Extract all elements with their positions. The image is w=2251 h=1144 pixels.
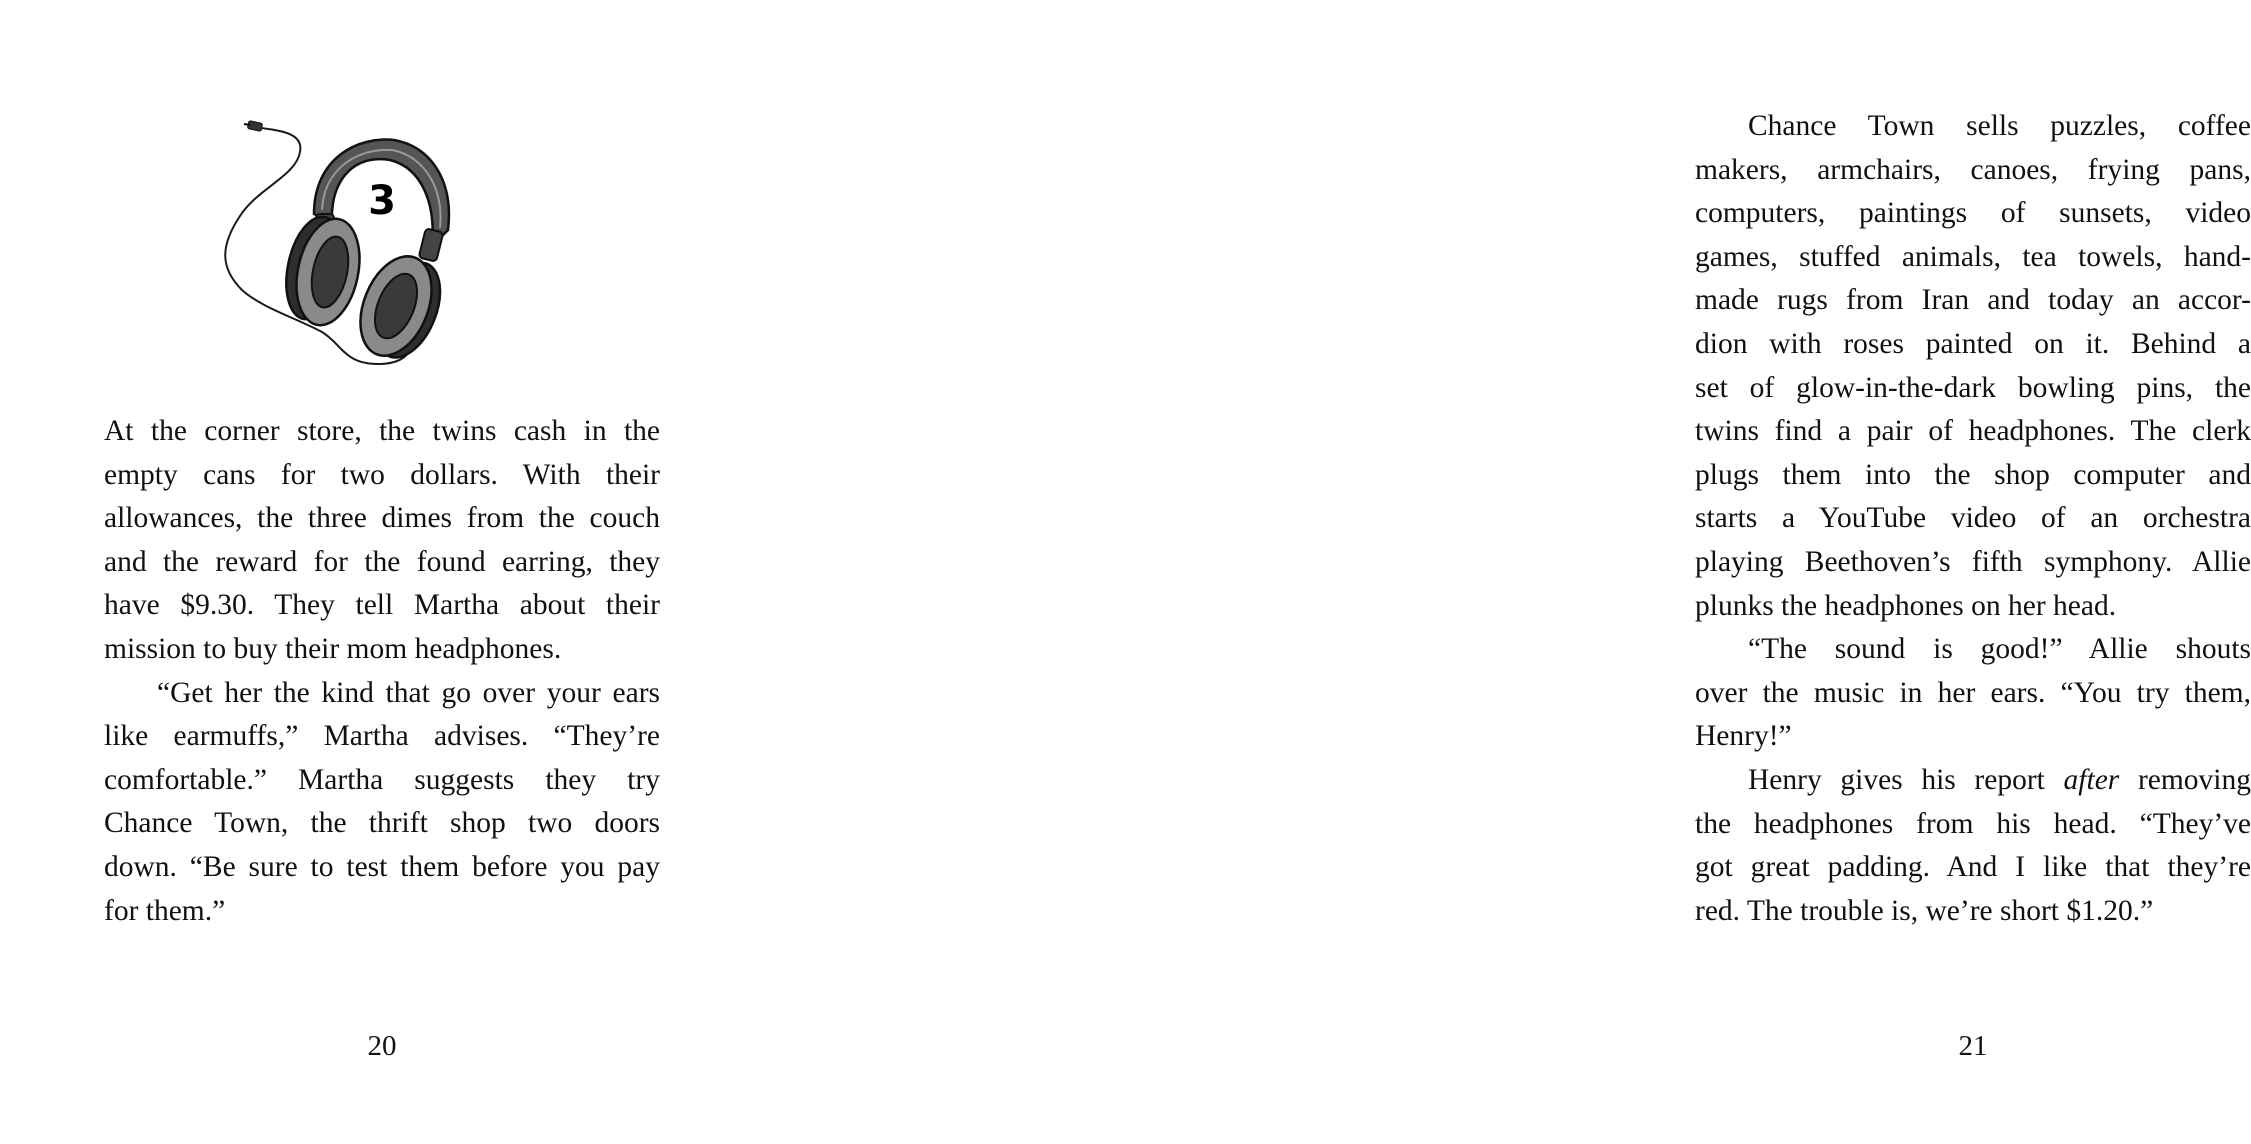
text-line: Henry!” bbox=[1695, 720, 1792, 753]
headphones-icon bbox=[218, 118, 458, 370]
text-line: plunks the headphones on her head. bbox=[1695, 589, 2117, 622]
text-line: mission to buy their mom headphones. bbox=[104, 632, 562, 665]
left-page bbox=[0, 0, 787, 1144]
text-line: At the corner store, the twins cash in the bbox=[104, 415, 660, 447]
text-line: Chance Town sells puzzles, coffee bbox=[1748, 110, 2251, 142]
text-line: set of glow-in-the-dark bowling pins, the bbox=[1695, 371, 2251, 404]
text-line: got great padding. And I like that they’re bbox=[1695, 851, 2251, 884]
text-line: have $9.30. They tell Martha about their bbox=[104, 589, 660, 622]
text-line: twins find a pair of headphones. The clerk bbox=[1695, 415, 2251, 448]
italic-word: after bbox=[2063, 763, 2120, 796]
text-line: games, stuffed animals, tea towels, hand- bbox=[1695, 240, 2251, 273]
text-line: empty cans for two dollars. With their bbox=[104, 458, 660, 491]
text-line: and the reward for the found earring, they bbox=[104, 545, 660, 578]
text-line: red. The trouble is, we’re short $1.20.” bbox=[1695, 894, 2154, 927]
text-line: like earmuffs,” Martha advises. “They’re bbox=[104, 720, 660, 753]
text-line: starts a YouTube video of an orchestra bbox=[1695, 502, 2251, 535]
text-line: made rugs from Iran and today an accor- bbox=[1695, 284, 2251, 317]
text-line: makers, armchairs, canoes, frying pans, bbox=[1695, 153, 2251, 186]
text-line: Henry gives his report after removing bbox=[1748, 763, 2251, 796]
text-line: “Get her the kind that go over your ears bbox=[157, 676, 660, 709]
text-line: down. “Be sure to test them before you pay bbox=[104, 850, 660, 883]
text-line: allowances, the three dimes from the couch bbox=[104, 502, 660, 535]
text-line: over the music in her ears. “You try them, bbox=[1695, 676, 2251, 709]
text-line: playing Beethoven’s fifth symphony. Allie bbox=[1695, 545, 2251, 578]
left-body-text bbox=[104, 410, 660, 933]
text-line: for them.” bbox=[104, 894, 226, 927]
chapter-number: 3 bbox=[368, 178, 396, 224]
text-line: plugs them into the shop computer and bbox=[1695, 458, 2251, 491]
page-number-left: 20 bbox=[367, 1030, 397, 1062]
text-line: “The sound is good!” Allie shouts bbox=[1748, 633, 2251, 666]
text-line: comfortable.” Martha suggests they try bbox=[104, 763, 660, 796]
text-line: Chance Town, the thrift shop two doors bbox=[104, 807, 660, 840]
page-number-right: 21 bbox=[1958, 1030, 1988, 1062]
text-line: computers, paintings of sunsets, video bbox=[1695, 197, 2251, 230]
text-line: the headphones from his head. “They’ve bbox=[1695, 807, 2251, 840]
headphones-plug bbox=[247, 121, 262, 132]
text-line: dion with roses painted on it. Behind a bbox=[1695, 327, 2251, 360]
right-body-text bbox=[1695, 105, 2251, 933]
right-page bbox=[787, 0, 2251, 1144]
